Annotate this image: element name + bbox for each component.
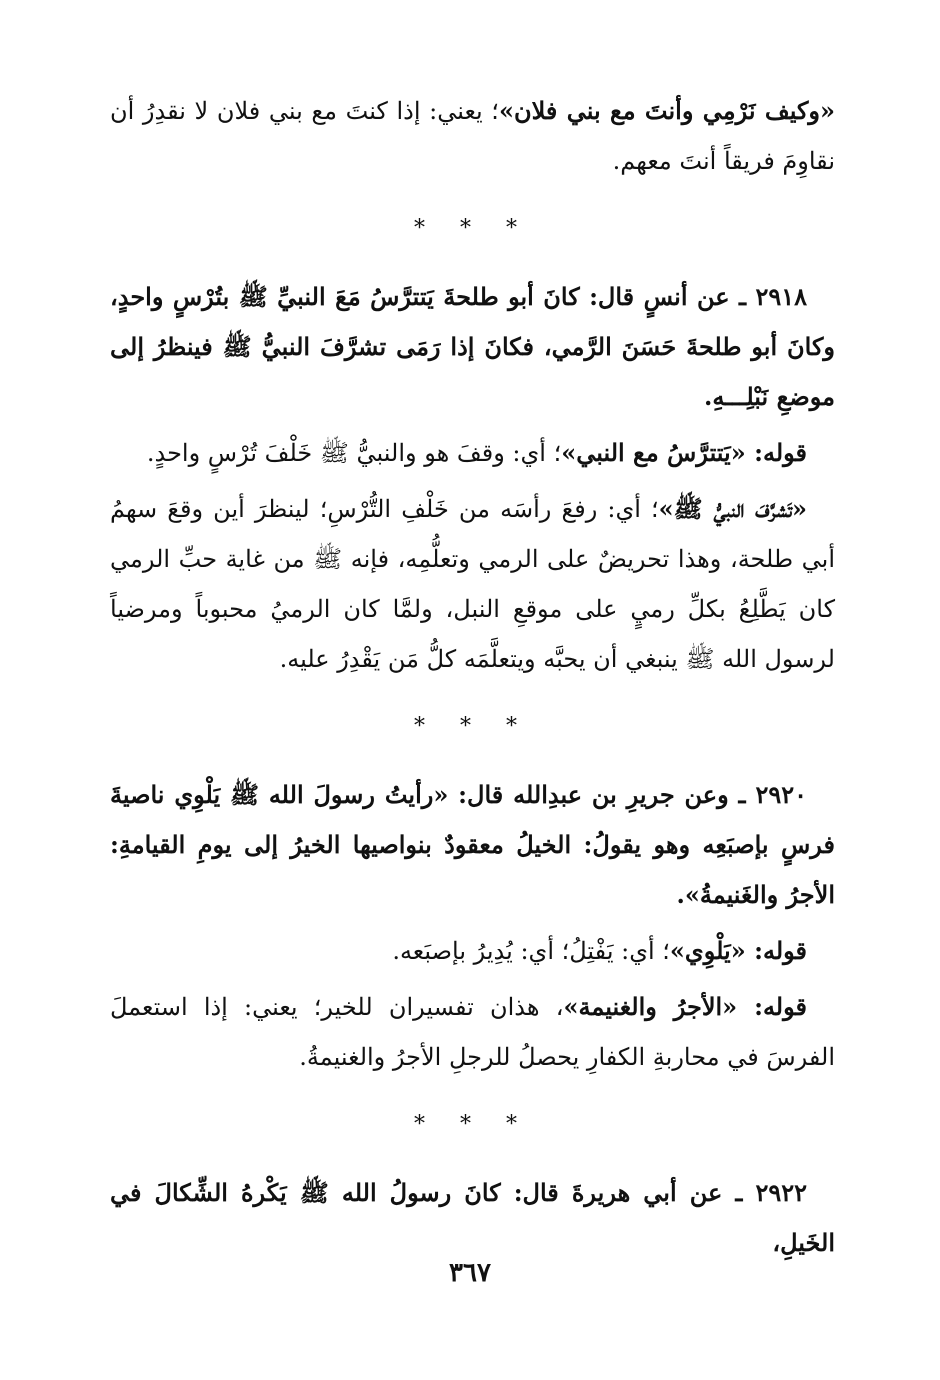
- commentary-2918-b: [110, 484, 835, 684]
- commentary-text: ، هذان تفسيران للخير؛ يعني: إذا استعملَ الفرسَ في محاربةِ الكفارِ يحصلُ للرجلِ الأجرُ والغنيمةُ.: [110, 993, 835, 1071]
- commentary-text: ؛ يعني: إذا كنتَ مع بني فلان لا نقدِرُ أن نقاوِمَ فريقاً أنتَ معهم.: [110, 97, 835, 175]
- hadith-2918: ٢٩١٨ ـ عن أنسٍ قال: كانَ أبو طلحةَ يَتترَّسُ مَعَ النبيِّ ﷺ بتُرْسٍ واحدٍ، وكانَ أبو طلحةَ حَسَنَ الرَّمي، فكانَ إذا رَمَى تشرَّفَ النبيُّ ﷺ فينظرُ إلى موضعِ نَبْلِـــهِ.: [110, 282, 835, 411]
- paragraph-continuation: [110, 86, 835, 186]
- quoted-phrase: قوله: «يَتترَّسُ مع النبي»: [561, 438, 807, 467]
- commentary-text: ؛ أي: يَفْتِلُ؛ أي: يُدِيرُ بإصبَعه.: [392, 937, 670, 965]
- hadith-2922: ٢٩٢٢ ـ عن أبي هريرةَ قال: كانَ رسولُ الله ﷺ يَكْرهُ الشِّكالَ في الخَيلِ،: [110, 1178, 835, 1257]
- quoted-phrase: قوله: «الأجرُ والغنيمة»: [563, 992, 807, 1021]
- section-separator: * * *: [414, 216, 531, 241]
- commentary-2920-b: [110, 982, 835, 1082]
- commentary-2920-a: [110, 926, 835, 976]
- quoted-phrase: قوله: «يَلْوِي»: [669, 936, 807, 965]
- hadith-2920: ٢٩٢٠ ـ وعن جريرِ بن عبدِالله قال: «رأيتُ رسولَ الله ﷺ يَلْوِي ناصيةَ فرسٍ بإصبَعِه وهو يقولُ: الخيلُ معقودٌ بنواصيها الخيرُ إلى يومِ القيامةِ: الأجرُ والغَنيمةُ».: [110, 780, 835, 909]
- section-separator: * * *: [414, 714, 531, 739]
- commentary-text: ؛ أي: رفعَ رأسَه من خَلْفِ التُّرْسِ؛ لينظرَ أين وقعَ سهمُ أبي طلحة، وهذا تحريضٌ على الرمي وتعلُّمِه، فإنه ﷺ من غاية حبِّ الرمي كان يَطَّلِعُ بكلِّ رميٍ على موقعِ النبل، ولمَّا كان الرميُ محبوباً ومرضياً لرسول الله ﷺ ينبغي أن يحبَّه ويتعلَّمَه كلُّ مَن يَقْدِرُ عليه.: [110, 495, 835, 673]
- quoted-phrase: «تَشرَّفَ النبيُّ ﷺ»: [658, 494, 807, 523]
- commentary-2918-a: [110, 428, 835, 478]
- commentary-text: ؛ أي: وقفَ هو والنبيُّ ﷺ خَلْفَ تُرْسٍ واحدٍ.: [146, 439, 562, 467]
- section-separator: * * *: [414, 1112, 531, 1137]
- page-number: ٣٦٧: [449, 1258, 491, 1288]
- quoted-phrase: «وكيف نَرْمِي وأنتَ مع بني فلان»: [498, 96, 835, 125]
